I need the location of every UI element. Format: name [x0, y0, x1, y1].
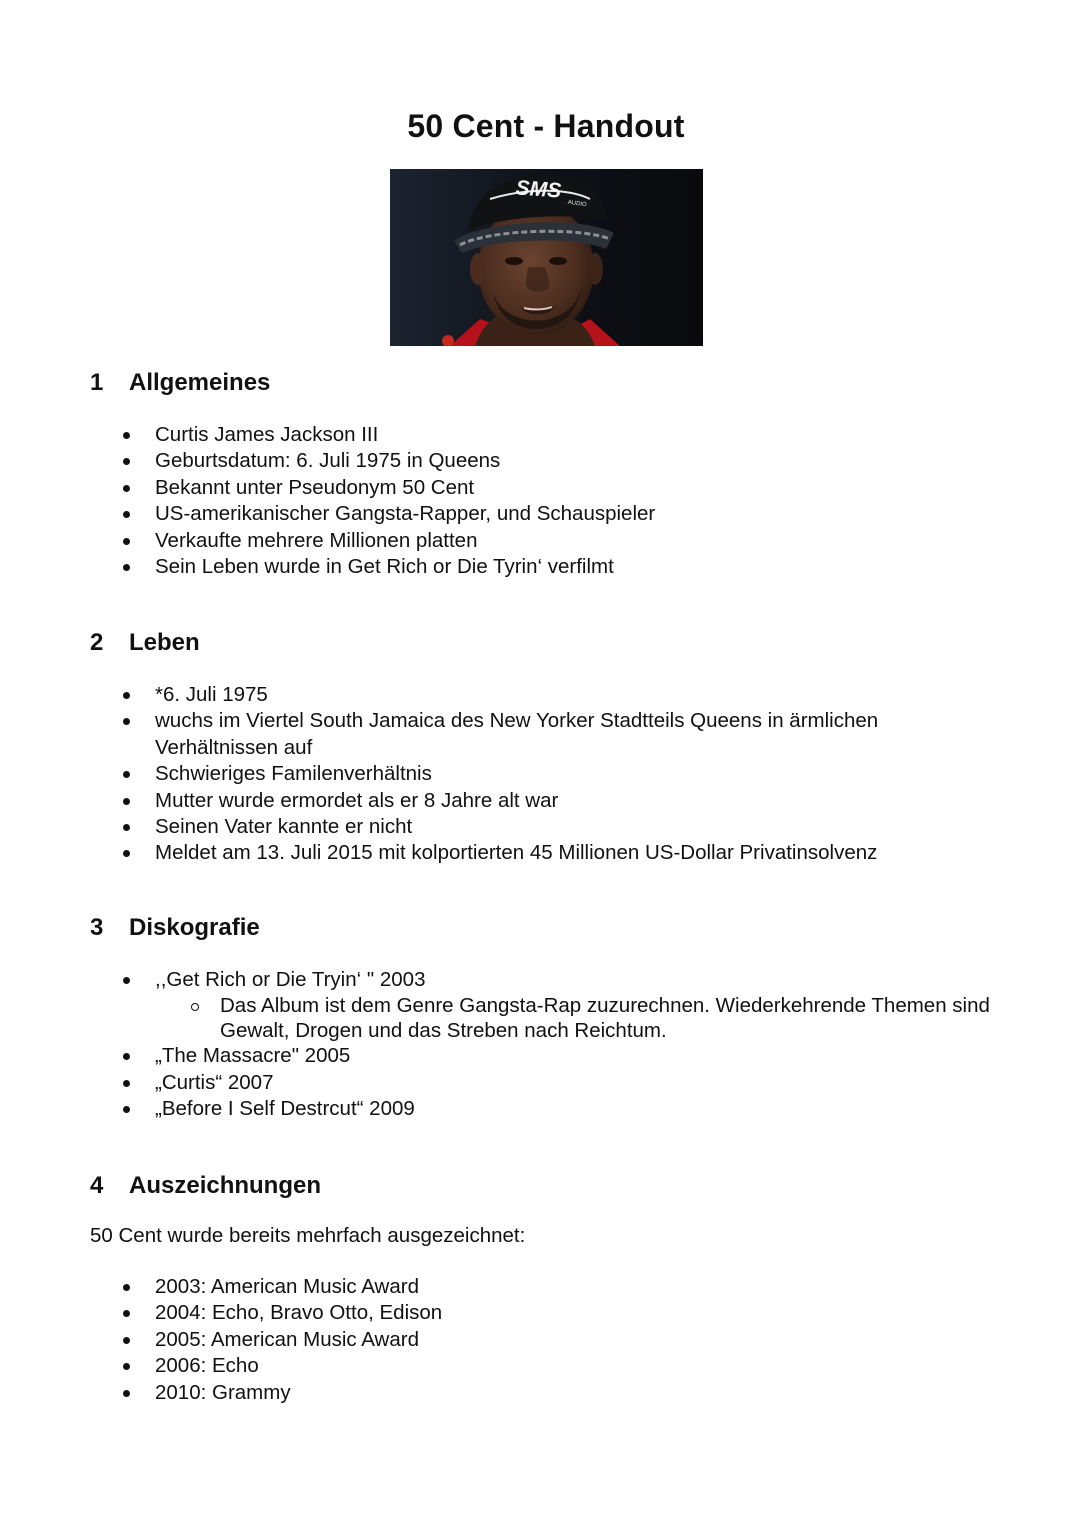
bullet-icon [123, 771, 130, 778]
list-item [90, 501, 1030, 527]
circle-bullet-icon [191, 1003, 199, 1011]
list-item [90, 840, 970, 866]
page-title: 50 Cent - Handout [407, 108, 685, 144]
section-number: 2 [90, 629, 104, 656]
section-title: Auszeichnungen [129, 1172, 322, 1199]
list-item [90, 475, 1030, 501]
list-item [90, 708, 970, 761]
list-item-text: 2005: American Music Award [155, 1327, 419, 1351]
section-title: Diskografie [129, 914, 260, 941]
bullet-icon [123, 977, 130, 984]
list-item [90, 1327, 1030, 1353]
list-item-text: 2004: Echo, Bravo Otto, Edison [155, 1301, 443, 1325]
bullet-icon [123, 1363, 130, 1370]
section-number: 3 [90, 914, 104, 941]
section-allgemeines [90, 368, 1030, 580]
bullet-icon [123, 458, 130, 465]
list-item [90, 1380, 1030, 1406]
section-heading [90, 1171, 1030, 1201]
bullet-icon [123, 1053, 130, 1060]
list-item [90, 967, 1030, 1043]
bullet-icon [123, 1390, 130, 1397]
bullet-icon [123, 1106, 130, 1113]
list-item [90, 788, 970, 814]
list-item-text: 2006: Echo [155, 1354, 259, 1378]
section-heading [90, 368, 1030, 398]
bullet-list [90, 422, 1030, 580]
list-item-text: Seinen Vater kannte er nicht [155, 815, 413, 839]
list-item [90, 448, 1030, 474]
list-item [90, 422, 1030, 448]
list-item-text: ,,Get Rich or Die Tryin‘ " 2003 [155, 968, 426, 991]
list-item-text: Geburtsdatum: 6. Juli 1975 in Queens [155, 449, 501, 473]
list-item [90, 1070, 1030, 1096]
sub-list-item-text: Das Album ist dem Genre Gangsta-Rap zuzurechnen. Wiederkehrende Themen sind Gewalt, Drogen und das Streben nach Reichtum. [220, 994, 990, 1043]
list-item-text: „Curtis“ 2007 [155, 1070, 274, 1094]
bullet-icon [123, 824, 130, 831]
list-item-text: Schwieriges Familenverhältnis [155, 762, 432, 786]
list-item-text: „Before I Self Destrcut“ 2009 [155, 1097, 415, 1121]
list-item [90, 528, 1030, 554]
bullet-icon [123, 692, 130, 699]
bullet-icon [123, 511, 130, 518]
section-leben [90, 628, 1030, 867]
bullet-icon [123, 1284, 130, 1291]
section-auszeichnungen [90, 1171, 1030, 1406]
list-item-text: Meldet am 13. Juli 2015 mit kolportierten 45 Millionen US-Dollar Privatinsolvenz [155, 841, 878, 865]
list-item-text: Verkaufte mehrere Millionen platten [155, 528, 478, 552]
list-item-text: wuchs im Viertel South Jamaica des New Yorker Stadtteils Queens in ärmlichen Verhältnissen auf [155, 709, 879, 759]
cap-logo-subtext: AUDIO [567, 199, 587, 209]
list-item [90, 682, 970, 708]
section-title: Allgemeines [129, 369, 271, 396]
portrait-illustration [390, 169, 703, 346]
bullet-icon [123, 538, 130, 545]
section-number: 4 [90, 1172, 104, 1199]
bullet-icon [123, 1310, 130, 1317]
list-item-text: „The Massacre" 2005 [155, 1044, 351, 1068]
bullet-list [90, 1274, 1030, 1406]
bullet-icon [123, 1080, 130, 1087]
bullet-icon [123, 432, 130, 439]
sub-list [155, 993, 1030, 1043]
list-item [90, 1300, 1030, 1326]
bullet-icon [123, 850, 130, 857]
cap-logo-text: SMS [514, 176, 562, 203]
bullet-icon [123, 485, 130, 492]
list-item [90, 554, 1030, 580]
sub-list-item [155, 993, 1030, 1043]
list-item [90, 761, 970, 787]
bullet-icon [123, 718, 130, 725]
section-diskografie [90, 913, 1030, 1123]
portrait-photo [390, 169, 703, 346]
bullet-list [90, 967, 1030, 1123]
bullet-list [90, 682, 970, 867]
list-item-text: US-amerikanischer Gangsta-Rapper, und Schauspieler [155, 502, 656, 526]
bullet-icon [123, 1337, 130, 1344]
list-item-text: 2010: Grammy [155, 1380, 291, 1404]
section-title: Leben [129, 629, 200, 656]
list-item-text: Curtis James Jackson III [155, 423, 379, 446]
section-heading [90, 913, 1030, 943]
list-item-text: Sein Leben wurde in Get Rich or Die Tyrin‘ verfilmt [155, 555, 614, 579]
list-item-text: Mutter wurde ermordet als er 8 Jahre alt war [155, 788, 559, 812]
section-number: 1 [90, 369, 104, 396]
list-item-text: *6. Juli 1975 [155, 683, 268, 706]
list-item-text: 2003: American Music Award [155, 1275, 419, 1298]
list-item [90, 814, 970, 840]
section-heading [90, 628, 1030, 658]
list-item [90, 1096, 1030, 1122]
section-intro: 50 Cent wurde bereits mehrfach ausgezeichnet: [90, 1224, 526, 1247]
bullet-icon [123, 564, 130, 571]
list-item [90, 1043, 1030, 1069]
list-item-text: Bekannt unter Pseudonym 50 Cent [155, 475, 475, 499]
bullet-icon [123, 798, 130, 805]
list-item [90, 1353, 1030, 1379]
list-item [90, 1274, 1030, 1300]
